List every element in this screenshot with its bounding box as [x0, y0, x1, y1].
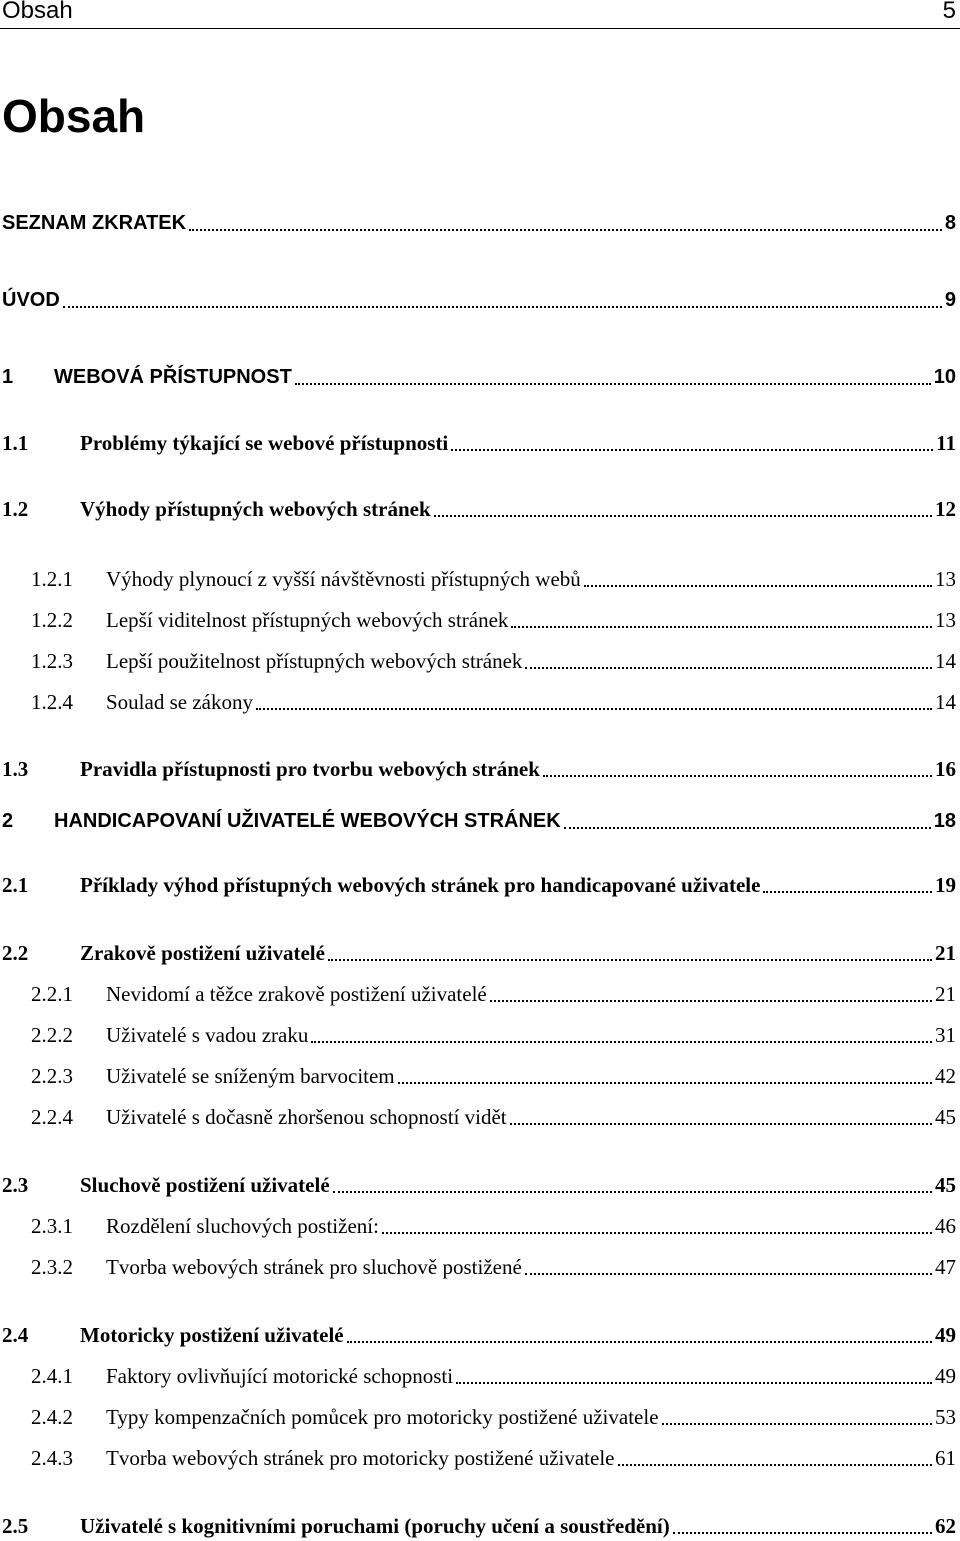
toc-entry-number: 2.3.2	[31, 1255, 73, 1279]
toc-dot-leader	[584, 585, 932, 587]
toc-entry[interactable]	[31, 1061, 956, 1091]
toc-entry-title: HANDICAPOVANÍ UŽIVATELÉ WEBOVÝCH STRÁNEK	[54, 810, 561, 832]
toc-dot-leader	[347, 1341, 932, 1343]
toc-entry-title: Nevidomí a těžce zrakově postižení uživatelé	[106, 982, 487, 1006]
toc-entry-page: 53	[935, 1405, 956, 1429]
toc-dot-leader	[256, 708, 932, 710]
toc-entry[interactable]	[31, 605, 956, 635]
toc-dot-leader	[295, 383, 931, 385]
toc-entry[interactable]	[2, 208, 956, 238]
toc-entry-number: 2.3.1	[31, 1214, 73, 1238]
toc-entry-page: 45	[935, 1173, 956, 1197]
toc-entry[interactable]	[2, 362, 956, 392]
toc-entry-title: Uživatelé s vadou zraku	[106, 1023, 309, 1047]
toc-entry-number: 2.2.2	[31, 1023, 73, 1047]
toc-entry-title: Výhody plynoucí z vyšší návštěvnosti přístupných webů	[106, 567, 581, 591]
running-header-page-number: 5	[942, 0, 956, 24]
toc-entry-number: 2.5	[2, 1514, 29, 1538]
toc-entry[interactable]	[2, 870, 956, 900]
toc-entry-title: Zrakově postižení uživatelé	[80, 941, 325, 965]
toc-entry-number: 2.1	[2, 873, 29, 897]
toc-entry-title: Typy kompenzačních pomůcek pro motoricky postižené uživatele	[106, 1405, 659, 1429]
toc-dot-leader	[490, 1000, 932, 1002]
toc-entry-number: 1	[2, 366, 14, 388]
toc-entry-title: Soulad se zákony	[106, 690, 253, 714]
toc-entry-page: 11	[936, 431, 956, 455]
toc-entry[interactable]	[31, 1020, 956, 1050]
toc-entry-page: 61	[935, 1446, 956, 1470]
toc-entry[interactable]	[31, 687, 956, 717]
toc-entry[interactable]	[2, 285, 956, 315]
toc-entry-title: Příklady výhod přístupných webových stránek pro handicapované uživatele	[80, 873, 761, 897]
toc-entry-title: Výhody přístupných webových stránek	[80, 497, 431, 521]
toc-entry-number: 2	[2, 810, 14, 832]
toc-entry-number: 2.2.1	[31, 982, 73, 1006]
toc-entry-title: Lepší viditelnost přístupných webových stránek	[106, 608, 509, 632]
toc-entry[interactable]	[31, 1402, 956, 1432]
toc-entry-number: 2.2.4	[31, 1105, 73, 1129]
toc-entry-page: 10	[933, 366, 956, 388]
toc-dot-leader	[311, 1041, 932, 1043]
toc-dot-leader	[673, 1532, 932, 1534]
toc-entry-title: Tvorba webových stránek pro sluchově postižené	[106, 1255, 522, 1279]
toc-entry[interactable]	[31, 1252, 956, 1282]
toc-entry-page: 45	[935, 1105, 956, 1129]
toc-entry-page: 31	[935, 1023, 956, 1047]
toc-entry-title: Uživatelé s kognitivními poruchami (poruchy učení a soustředění)	[80, 1514, 670, 1538]
toc-entry-title: Motoricky postižení uživatelé	[80, 1323, 344, 1347]
toc-entry-page: 21	[935, 941, 956, 965]
toc-dot-leader	[662, 1423, 932, 1425]
toc-entry-number: 2.4.1	[31, 1364, 73, 1388]
toc-dot-leader	[434, 515, 932, 517]
toc-entry-page: 8	[944, 212, 956, 234]
toc-entry-number: 1.2.4	[31, 690, 73, 714]
toc-entry-title: ÚVOD	[2, 289, 60, 311]
toc-entry-page: 13	[935, 567, 956, 591]
toc-dot-leader	[511, 626, 932, 628]
toc-entry-number: 2.4	[2, 1323, 29, 1347]
toc-entry-page: 42	[935, 1064, 956, 1088]
toc-entry-page: 14	[935, 649, 956, 673]
toc-entry-number: 2.2.3	[31, 1064, 73, 1088]
toc-entry-title: Uživatelé se sníženým barvocitem	[106, 1064, 395, 1088]
toc-entry[interactable]	[2, 1320, 956, 1350]
toc-entry[interactable]	[31, 564, 956, 594]
toc-entry-title: WEBOVÁ PŘÍSTUPNOST	[54, 366, 292, 388]
toc-entry-number: 1.3	[2, 757, 29, 781]
toc-entry-number: 1.1	[2, 431, 29, 455]
toc-dot-leader	[333, 1191, 932, 1193]
toc-entry-page: 21	[935, 982, 956, 1006]
toc-entry[interactable]	[31, 1211, 956, 1241]
toc-entry-number: 1.2.2	[31, 608, 73, 632]
toc-entry-page: 14	[935, 690, 956, 714]
toc-entry[interactable]	[31, 1102, 956, 1132]
toc-entry-number: 2.4.3	[31, 1446, 73, 1470]
toc-entry[interactable]	[31, 646, 956, 676]
toc-entry-page: 62	[935, 1514, 956, 1538]
toc-entry[interactable]	[2, 428, 956, 458]
toc-entry-page: 47	[935, 1255, 956, 1279]
toc-dot-leader	[525, 1273, 932, 1275]
running-header	[0, 0, 960, 29]
toc-entry-title: Rozdělení sluchových postižení:	[106, 1214, 379, 1238]
toc-dot-leader	[543, 775, 932, 777]
toc-entry-title: Faktory ovlivňující motorické schopnosti	[106, 1364, 454, 1388]
toc-entry-page: 13	[935, 608, 956, 632]
toc-entry-page: 49	[935, 1364, 956, 1388]
toc-entry-number: 1.2	[2, 497, 29, 521]
toc-dot-leader	[63, 306, 942, 308]
toc-entry-title: SEZNAM ZKRATEK	[2, 212, 187, 234]
toc-entry[interactable]	[2, 1511, 956, 1541]
toc-dot-leader	[763, 891, 932, 893]
toc-entry-title: Tvorba webových stránek pro motoricky postižené uživatele	[106, 1446, 615, 1470]
toc-entry-page: 18	[933, 810, 956, 832]
toc-entry[interactable]	[31, 1443, 956, 1473]
toc-entry-number: 2.3	[2, 1173, 29, 1197]
toc-entry[interactable]	[31, 1361, 956, 1391]
running-header-title: Obsah	[2, 0, 73, 24]
toc-dot-leader	[382, 1232, 932, 1234]
toc-dot-leader	[510, 1123, 932, 1125]
toc-entry-page: 19	[935, 873, 956, 897]
toc-dot-leader	[398, 1082, 932, 1084]
toc-entry[interactable]	[2, 806, 956, 836]
toc-entry-page: 9	[944, 289, 956, 311]
toc-entry-title: Sluchově postižení uživatelé	[80, 1173, 330, 1197]
toc-entry[interactable]	[2, 754, 956, 784]
toc-entry-page: 16	[935, 757, 956, 781]
toc-dot-leader	[564, 827, 931, 829]
toc-entry-number: 2.2	[2, 941, 29, 965]
toc-dot-leader	[189, 229, 942, 231]
toc-entry-page: 12	[935, 497, 956, 521]
toc-dot-leader	[451, 449, 933, 451]
toc-entry-number: 1.2.3	[31, 649, 73, 673]
toc-entry-page: 49	[935, 1323, 956, 1347]
toc-dot-leader	[618, 1464, 933, 1466]
toc-entry-title: Uživatelé s dočasně zhoršenou schopností vidět	[106, 1105, 507, 1129]
toc-entry[interactable]	[2, 494, 956, 524]
toc-entry[interactable]	[31, 979, 956, 1009]
toc-entry-title: Problémy týkající se webové přístupnosti	[80, 431, 449, 455]
toc-entry-title: Pravidla přístupnosti pro tvorbu webových stránek	[80, 757, 540, 781]
toc-entry-number: 1.2.1	[31, 567, 73, 591]
toc-dot-leader	[525, 667, 932, 669]
toc-entry-number: 2.4.2	[31, 1405, 73, 1429]
toc-entry-title: Lepší použitelnost přístupných webových stránek	[106, 649, 523, 673]
toc-entry[interactable]	[2, 1170, 956, 1200]
toc-dot-leader	[456, 1382, 932, 1384]
toc-entry-page: 46	[935, 1214, 956, 1238]
toc-dot-leader	[328, 959, 932, 961]
page-title: Obsah	[2, 90, 146, 142]
toc-entry[interactable]	[2, 938, 956, 968]
